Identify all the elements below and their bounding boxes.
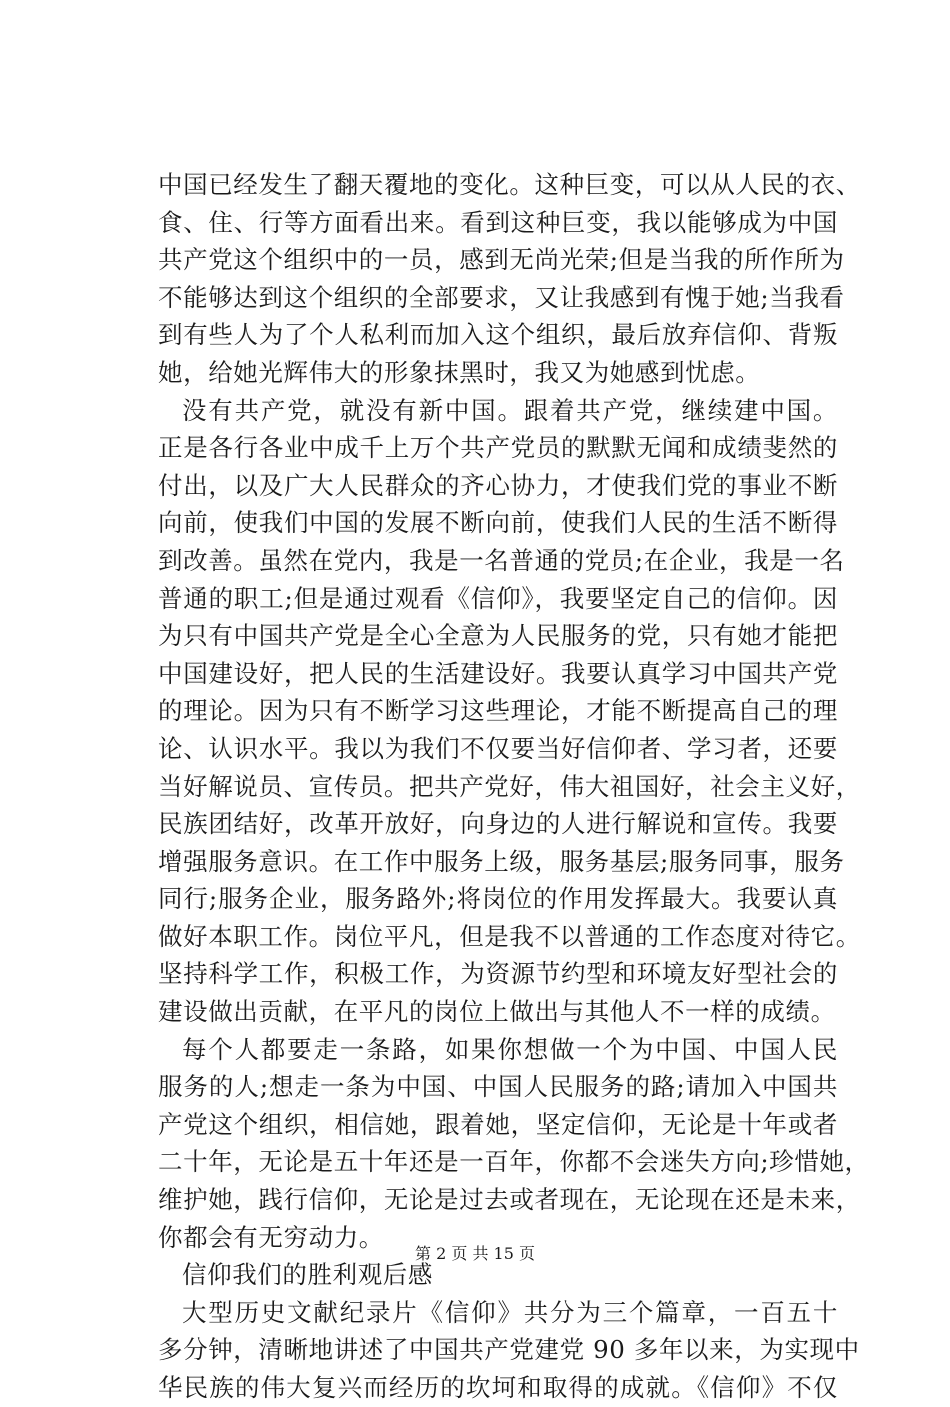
text-line: 产党这个组织，相信她，跟着她，坚定信仰，无论是十年或者 <box>158 1109 838 1139</box>
text-line: 向前，使我们中国的发展不断向前，使我们人民的生活不断得 <box>158 508 838 538</box>
text-line: 中国已经发生了翻天覆地的变化。这种巨变，可以从人民的衣、 <box>158 170 861 199</box>
text-line: 普通的职工;但是通过观看《信仰》，我要坚定自己的信仰。因 <box>158 583 838 613</box>
text-line: 她，给她光辉伟大的形象抹黑时，我又为她感到忧虑。 <box>158 357 761 387</box>
text-line: 为只有中国共产党是全心全意为人民服务的党，只有她才能把 <box>158 621 838 651</box>
text-line: 建设做出贡献，在平凡的岗位上做出与其他人不一样的成绩。 <box>158 997 836 1027</box>
text-line: 不能够达到这个组织的全部要求，又让我感到有愧于她;当我看 <box>158 282 845 312</box>
text-line: 坚持科学工作，积极工作，为资源节约型和环境友好型社会的 <box>158 959 838 989</box>
text-line: 多分钟，清晰地讲述了中国共产党建党 90 多年以来，为实现中 <box>158 1335 860 1365</box>
text-line: 论、认识水平。我以为我们不仅要当好信仰者、学习者，还要 <box>158 733 838 763</box>
text-line: 共产党这个组织中的一员，感到无尚光荣;但是当我的所作所为 <box>158 245 845 275</box>
paragraph-start-line: 每个人都要走一条路，如果你想做一个为中国、中国人民 <box>182 1034 838 1064</box>
text-line: 服务的人;想走一条为中国、中国人民服务的路;请加入中国共 <box>158 1072 838 1102</box>
text-line: 到有些人为了个人私利而加入这个组织，最后放弃信仰、背叛 <box>158 320 838 350</box>
text-line: 正是各行各业中成千上万个共产党员的默默无闻和成绩斐然的 <box>158 433 838 463</box>
text-line: 增强服务意识。在工作中服务上级，服务基层;服务同事，服务 <box>158 846 845 876</box>
text-line: 到改善。虽然在党内，我是一名普通的党员;在企业，我是一名 <box>158 545 845 575</box>
text-line: 同行;服务企业，服务路外;将岗位的作用发挥最大。我要认真 <box>158 884 838 914</box>
text-line: 你都会有无穷动力。 <box>158 1222 384 1252</box>
paragraph-start-line: 没有共产党，就没有新中国。跟着共产党，继续建中国。 <box>182 395 838 425</box>
page-number-footer: 第 2 页 共 15 页 <box>415 1244 535 1263</box>
paragraph-start-line: 大型历史文献纪录片《信仰》共分为三个篇章，一百五十 <box>182 1297 838 1327</box>
text-line: 二十年，无论是五十年还是一百年，你都不会迷失方向;珍惜她， <box>158 1147 870 1177</box>
text-line: 维护她，践行信仰，无论是过去或者现在，无论现在还是未来， <box>158 1185 861 1215</box>
text-line: 食、住、行等方面看出来。看到这种巨变，我以能够成为中国 <box>158 207 838 237</box>
text-line: 做好本职工作。岗位平凡，但是我不以普通的工作态度对待它。 <box>158 921 861 951</box>
text-line: 当好解说员、宣传员。把共产党好，伟大祖国好，社会主义好， <box>158 771 861 801</box>
text-line: 付出，以及广大人民群众的齐心协力，才使我们党的事业不断 <box>158 470 838 500</box>
text-line: 的理论。因为只有不断学习这些理论，才能不断提高自己的理 <box>158 696 838 726</box>
section-heading: 信仰我们的胜利观后感 <box>182 1260 433 1290</box>
text-line: 民族团结好，改革开放好，向身边的人进行解说和宣传。我要 <box>158 809 838 839</box>
body-text <box>158 166 870 1407</box>
text-line: 中国建设好，把人民的生活建设好。我要认真学习中国共产党 <box>158 658 838 688</box>
text-line: 华民族的伟大复兴而经历的坎坷和取得的成就。《信仰》不仅 <box>158 1373 838 1402</box>
